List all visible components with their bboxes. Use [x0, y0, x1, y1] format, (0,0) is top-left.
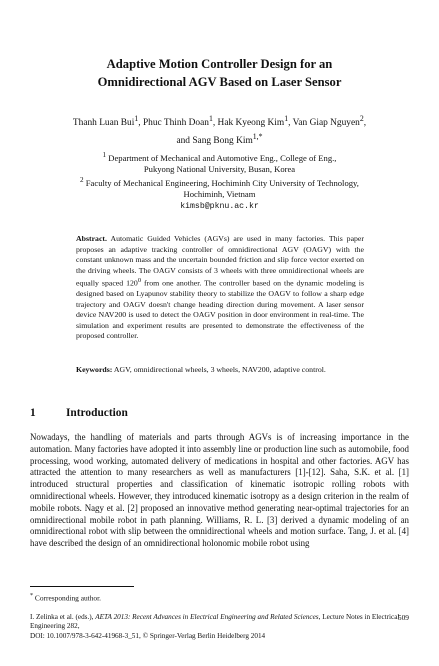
author-separator: ,: [288, 118, 293, 129]
author-name: Hak Kyeong Kim: [217, 118, 285, 129]
footnote-mark: *: [30, 593, 34, 599]
section-heading: [30, 406, 128, 420]
section-title: Introduction: [66, 407, 128, 419]
author-name: Van Giap Nguyen: [292, 118, 360, 129]
abstract-text: Automatic Guided Vehicles (AGVs) are used in many factories. This paper proposes an adaptive tracking controller of omnidirectional AGV (OAGV) with the constant unknown mass and the uncertain bounded friction and slip force vector exerted on the driving wheels. The OAGV consists of 3 wheels with three omnidirectional wheels are equally spaced 120: [76, 234, 364, 288]
section-number: 1: [30, 407, 36, 419]
footnote: [30, 592, 101, 602]
author-affiliation-mark: 1: [134, 114, 139, 123]
author-and: and: [176, 136, 193, 147]
abstract-text-continued: from one another. The controller based on the dynamic modeling is designed based on Lyapunov stability theory to stabilize the OAGV to follow a sharp edge trajectory and OAGV doesn't change heading direction during movement. A laser sensor device NAV200 is used to detect the OAGV position in door environment in real-time. The simulation and experiment results are presented to demonstrate the effectiveness of the proposed controller.: [76, 278, 364, 341]
affiliation-2-line-1: Faculty of Mechanical Engineering, Hochiminh City University of Technology,: [85, 178, 359, 189]
degree-superscript: 0: [137, 277, 142, 284]
body-paragraph: Nowadays, the handling of materials and parts through AGVs is of increasing importance in the automation. Many factories have adopted it into assembly line or production line such as automobile, food processing, wood working, automated delivery of medications in hospital and other factories. AGV has attracted the attention to many researchers as well as manufacturers [1]-[12]. Saha, S.K. et al. [1] introduced structural properties and classification of kinematic isotropic rolling robots with omnidirectional wheels. However, they introduced kinematic isotropy as a design criterion in the realm of mobile robots. Nagy et al. [2] proposed an innovative method generating near-optimal trajectories for an omnidirectional mobile robot in path planning. Williams, R. L. [3] derived a dynamic modeling of an omnidirectional robot with slip between the omnidirectional wheels and motion surface. Tang, J. et al. [4] have described the design of an omnidirectional holonomic mobile robot using: [30, 432, 409, 549]
keywords-label: Keywords:: [76, 365, 113, 374]
author-separator: ,: [363, 118, 367, 129]
author-name: Thanh Luan Bui: [72, 118, 135, 129]
author-affiliation-mark: 1: [284, 114, 289, 123]
affiliation-mark: 1: [102, 151, 107, 159]
footnote-rule: [30, 586, 134, 587]
abstract: [76, 234, 364, 342]
affiliation-1-line-2: Pukyong National University, Busan, Korea: [143, 164, 296, 175]
footnote-text: Corresponding author.: [33, 593, 102, 603]
author-name: Phuc Thinh Doan: [142, 118, 209, 129]
affiliations: [45, 150, 394, 212]
page-number: 509: [397, 613, 409, 622]
footer-series: , Lecture Notes in Electrical Engineering 282,: [30, 613, 400, 631]
keywords-text: AGV, omnidirectional wheels, 3 wheels, NAV200, adaptive control.: [113, 365, 326, 374]
affiliation-mark: 2: [80, 176, 84, 185]
author-affiliation-mark: 1: [208, 114, 213, 123]
page-footer: [30, 613, 409, 641]
footer-book-title: AETA 2013: Recent Advances in Electrical Engineering and Related Sciences: [95, 613, 319, 621]
title-line-1: Adaptive Motion Controller Design for an: [106, 57, 333, 71]
affiliation-1-line-1: Department of Mechanical and Automotive Eng., College of Eng.,: [108, 152, 337, 163]
author-affiliation-mark: 1,*: [252, 132, 263, 142]
keywords: [76, 365, 364, 376]
affiliation-2-line-2: Hochiminh, Vietnam: [183, 189, 256, 200]
footer-editors: I. Zelinka et al. (eds.),: [30, 613, 96, 621]
title-line-2: Omnidirectional AGV Based on Laser Sensor: [97, 75, 342, 89]
email-address: kimsb@pknu.ac.kr: [180, 201, 259, 211]
author-list: [30, 112, 409, 148]
footer-doi: DOI: 10.1007/978-3-642-41968-3_51, © Springer-Verlag Berlin Heidelberg 2014: [30, 631, 266, 640]
author-separator: ,: [138, 118, 143, 129]
author-separator: ,: [212, 118, 218, 129]
abstract-label: Abstract.: [76, 234, 107, 243]
author-name: Sang Bong Kim: [192, 136, 253, 147]
author-affiliation-mark: 2: [359, 114, 364, 123]
paper-title: [40, 55, 399, 91]
